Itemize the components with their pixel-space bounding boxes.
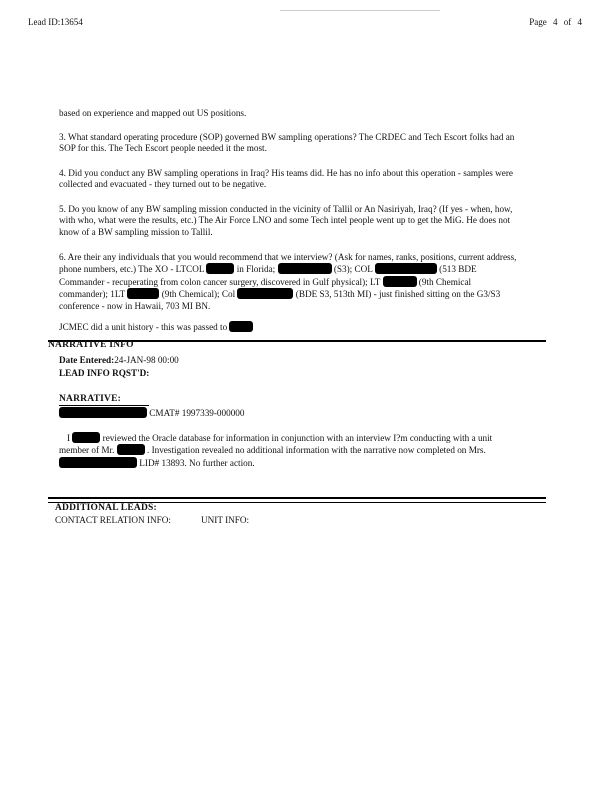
redaction-block bbox=[375, 263, 437, 274]
cmat-label: CMAT# bbox=[149, 408, 180, 418]
narrative-text-a: I bbox=[67, 433, 71, 443]
redaction-block bbox=[117, 444, 145, 455]
lead-info-rqstd-label: LEAD INFO RQST'D: bbox=[59, 368, 150, 378]
narrative-text bbox=[59, 432, 519, 469]
redaction-block bbox=[72, 432, 100, 443]
page-label: Page bbox=[529, 17, 547, 27]
cmat-value: 1997339-000000 bbox=[181, 408, 245, 418]
redaction-block bbox=[229, 321, 253, 332]
q6-text-e: (9th Chemical commander); 1LT bbox=[59, 276, 472, 300]
q6-text-d: (513 BDE Commander - recuperating from colon cancer surgery, discovered in Gulf physical); LT bbox=[59, 264, 477, 287]
question-5: 5. Do you know of any BW sampling mission conducted in the vicinity of Tallil or An Nasiriyah, Iraq? (If yes - when, how, with who, what were the results, etc.) The Air Force LNO and some Tech intel people went up to get the MiG. He does not know of a BW sampling mission to Tallil. bbox=[59, 204, 513, 237]
q6-text-c: (S3); COL bbox=[333, 264, 373, 275]
q6-text-b: in Florida; bbox=[236, 264, 276, 275]
page-of-label: of bbox=[563, 17, 572, 27]
redaction-block bbox=[383, 276, 417, 287]
narrative-text-d: LID# 13893. No further action. bbox=[139, 457, 255, 468]
page-current: 4 bbox=[553, 17, 558, 27]
narrative-text-b: reviewed the Oracle database for information in conjunction with an interview I?m conducting with a unit member of Mr. bbox=[59, 433, 493, 456]
question-6 bbox=[59, 252, 521, 312]
redaction-block bbox=[59, 407, 147, 418]
redaction-block bbox=[278, 263, 332, 274]
narrative-text-c: . Investigation revealed no additional information with the narrative now completed on Mrs. bbox=[146, 445, 486, 456]
question-4: 4. Did you conduct any BW sampling operations in Iraq? His teams did. He has no info about this operation - samples were collected and evacuated - they turned out to be negative. bbox=[59, 168, 514, 190]
contact-relation-info-label: CONTACT RELATION INFO: bbox=[55, 515, 171, 525]
jcmec-text: JCMEC did a unit history - this was passed to bbox=[59, 322, 228, 332]
q6-text-a: 6. Are their any individuals that you would recommend that we interview? (Ask for names, ranks, positions, current address, phone numbers, etc.) The XO - LTCOL bbox=[59, 252, 517, 275]
date-entered-row bbox=[59, 355, 179, 365]
q6-text-g: (BDE S3, 513th MI) - just finished sitting on the G3/S3 conference - now in Hawaii, 703 MI BN. bbox=[59, 289, 501, 311]
narrative-title: NARRATIVE: bbox=[59, 394, 121, 404]
jcmec-line bbox=[59, 321, 521, 333]
section-divider bbox=[48, 497, 546, 499]
narrative-cmat-row bbox=[59, 407, 245, 418]
date-entered-value: 24-JAN-98 00:00 bbox=[114, 355, 179, 365]
redaction-block bbox=[206, 263, 234, 274]
date-entered-label: Date Entered: bbox=[59, 355, 115, 365]
additional-leads-title: ADDITIONAL LEADS: bbox=[55, 503, 157, 513]
question-3: 3. What standard operating procedure (SOP) governed BW sampling operations? The CRDEC and Tech Escort folks had an SOP for this. The Tech Escort people needed it the most. bbox=[59, 132, 515, 154]
question-continuation: based on experience and mapped out US positions. bbox=[59, 108, 247, 118]
lead-id-header bbox=[28, 17, 83, 27]
page-total: 4 bbox=[577, 17, 582, 27]
narrative-info-title: NARRATIVE INFO bbox=[48, 340, 134, 350]
scan-edge-line bbox=[280, 10, 440, 11]
redaction-block bbox=[127, 288, 159, 299]
page-number-header bbox=[525, 17, 582, 27]
redaction-block bbox=[237, 288, 293, 299]
lead-id-value: 13654 bbox=[60, 17, 83, 27]
narrative-title-underline bbox=[59, 405, 149, 406]
lead-id-label: Lead ID: bbox=[28, 17, 61, 27]
q6-text-f: (9th Chemical); Col bbox=[161, 289, 236, 300]
unit-info-label: UNIT INFO: bbox=[201, 515, 250, 525]
redaction-block bbox=[59, 457, 137, 468]
